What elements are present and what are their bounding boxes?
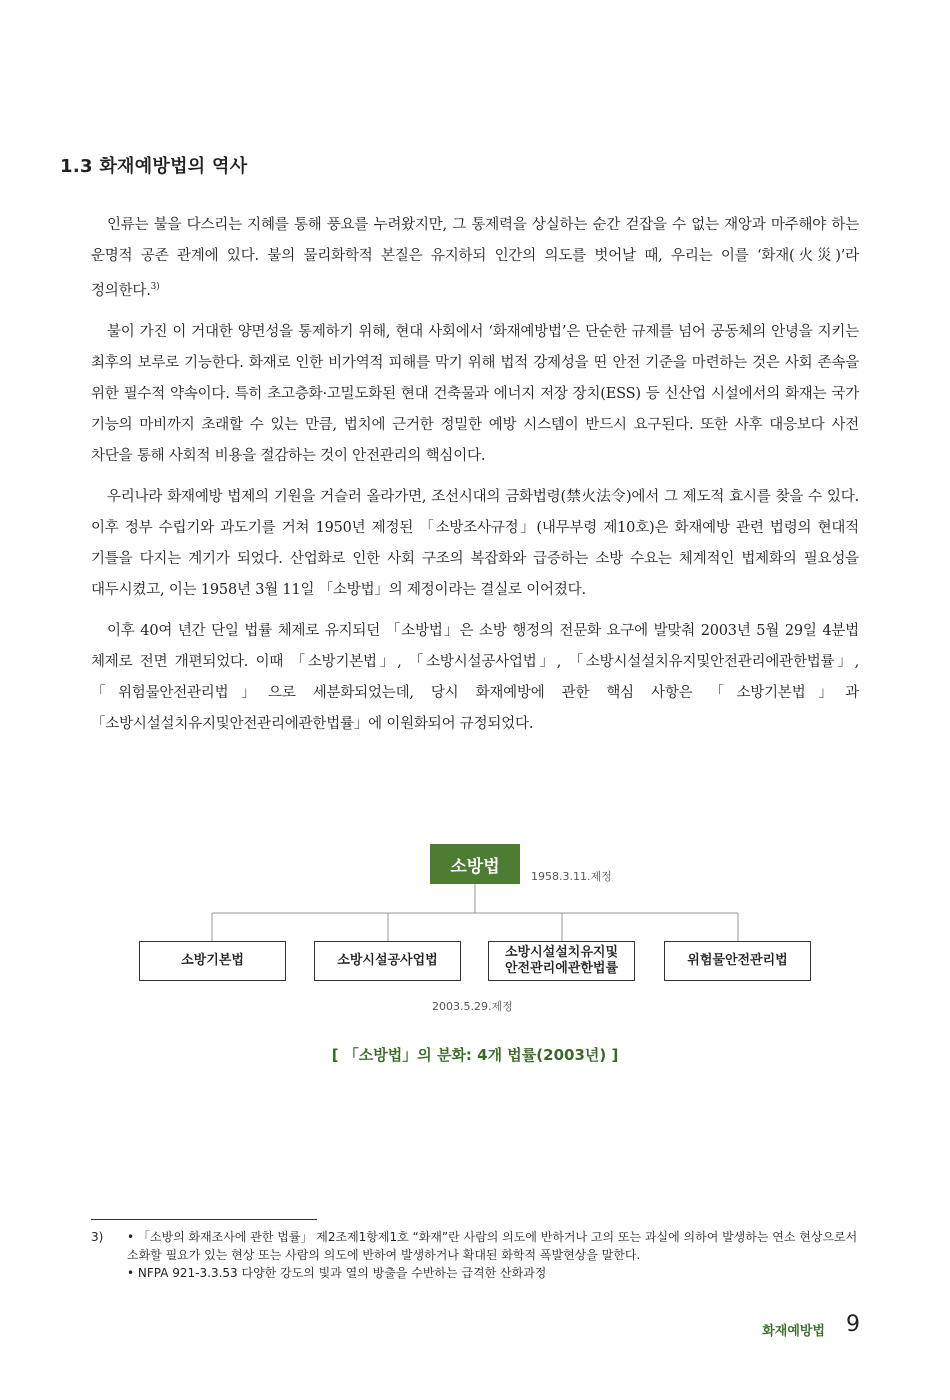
child-law-1: 소방기본법 [139, 941, 286, 981]
footnote-item-2-text: • NFPA 921-3.3.53 다양한 강도의 빛과 열의 방출을 수반하는 급격한 산화과정 [127, 1266, 547, 1280]
footnote-item-1 [91, 1228, 861, 1264]
footnote-number: 3) [91, 1230, 104, 1244]
footnote-ref[interactable]: 3) [150, 282, 160, 292]
footnote-item-1-text: • 「소방의 화재조사에 관한 법률」 제2조제1항제1호 “화재”란 사람의 의도에 반하거나 고의 또는 과실에 의하여 발생하는 연소 현상으로서 소화할 필요가 있는 현상 또는 사람의 의도에 반하여 발생하거나 확대된 화학적 폭발현상을 말한다. [127, 1230, 858, 1262]
footnote-item-2 [91, 1264, 861, 1282]
footnotes [91, 1228, 861, 1282]
footer-title: 화재예방법 [762, 1324, 825, 1339]
diagram-caption: [ 「소방법」의 분화: 4개 법률(2003년) ] [331, 1046, 619, 1064]
paragraph-1 [91, 210, 859, 307]
paragraph-3: 우리나라 화재예방 법제의 기원을 거슬러 올라가면, 조선시대의 금화법령(禁火法令)에서 그 제도적 효시를 찾을 수 있다. 이후 정부 수립기와 과도기를 거쳐 1950년 제정된 「소방조사규정」(내무부령 제10호)은 화재예방 관련 법령의 현대적 기틀을 다지는 계기가 되었다. 산업화로 인한 사회 구조의 복잡화와 급증하는 소방 수요는 체계적인 법제화의 필요성을 대두시켰고, 이는 1958년 3월 11일 「소방법」의 제정이라는 결실로 이어졌다. [91, 488, 859, 598]
paragraph-1-text: 인류는 불을 다스리는 지혜를 통해 풍요를 누려왔지만, 그 통제력을 상실하는 순간 걷잡을 수 없는 재앙과 마주해야 하는 운명적 공존 관계에 있다. 불의 물리화학적 본질은 유지하되 인간의 의도를 벗어날 때, 우리는 이를 ‘화재(火災)’라 정의한다. [91, 217, 859, 299]
section-heading: 1.3 화재예방법의 역사 [60, 156, 248, 177]
body-text [91, 210, 859, 750]
root-date: 1958.3.11.제정 [531, 870, 612, 883]
child-law-2: 소방시설공사업법 [314, 941, 461, 981]
child-law-4: 위험물안전관리법 [664, 941, 811, 981]
footnote-divider [91, 1219, 317, 1220]
page-number: 9 [846, 1312, 860, 1337]
child-law-3: 소방시설설치유지및 안전관리에관한법률 [488, 941, 635, 981]
root-law-box: 소방법 [430, 844, 520, 884]
children-date: 2003.5.29.제정 [432, 1000, 513, 1013]
paragraph-4: 이후 40여 년간 단일 법률 체제로 유지되던 「소방법」은 소방 행정의 전문화 요구에 발맞춰 2003년 5월 29일 4분법 체제로 전면 개편되었다. 이때 「소방기본법」, 「소방시설공사업법」, 「소방시설설치유지및안전관리에관한법률」, 「위험물안전관리법」으로 세분화되었는데, 당시 화재예방에 관한 핵심 사항은 「소방기본법」과 「소방시설설치유지및안전관리에관한법률」에 이원화되어 규정되었다. [91, 622, 859, 732]
paragraph-2: 불이 가진 이 거대한 양면성을 통제하기 위해, 현대 사회에서 ‘화재예방법’은 단순한 규제를 넘어 공동체의 안녕을 지키는 최후의 보루로 기능한다. 화재로 인한 비가역적 피해를 막기 위해 법적 강제성을 띤 안전 기준을 마련하는 것은 사회 존속을 위한 필수적 약속이다. 특히 초고층화·고밀도화된 현대 건축물과 에너지 저장 장치(ESS) 등 신산업 시설에서의 화재는 국가 기능의 마비까지 초래할 수 있는 만큼, 법치에 근거한 정밀한 예방 시스템이 반드시 요구된다. 또한 사후 대응보다 사전 차단을 통해 사회적 비용을 절감하는 것이 안전관리의 핵심이다. [91, 323, 859, 464]
